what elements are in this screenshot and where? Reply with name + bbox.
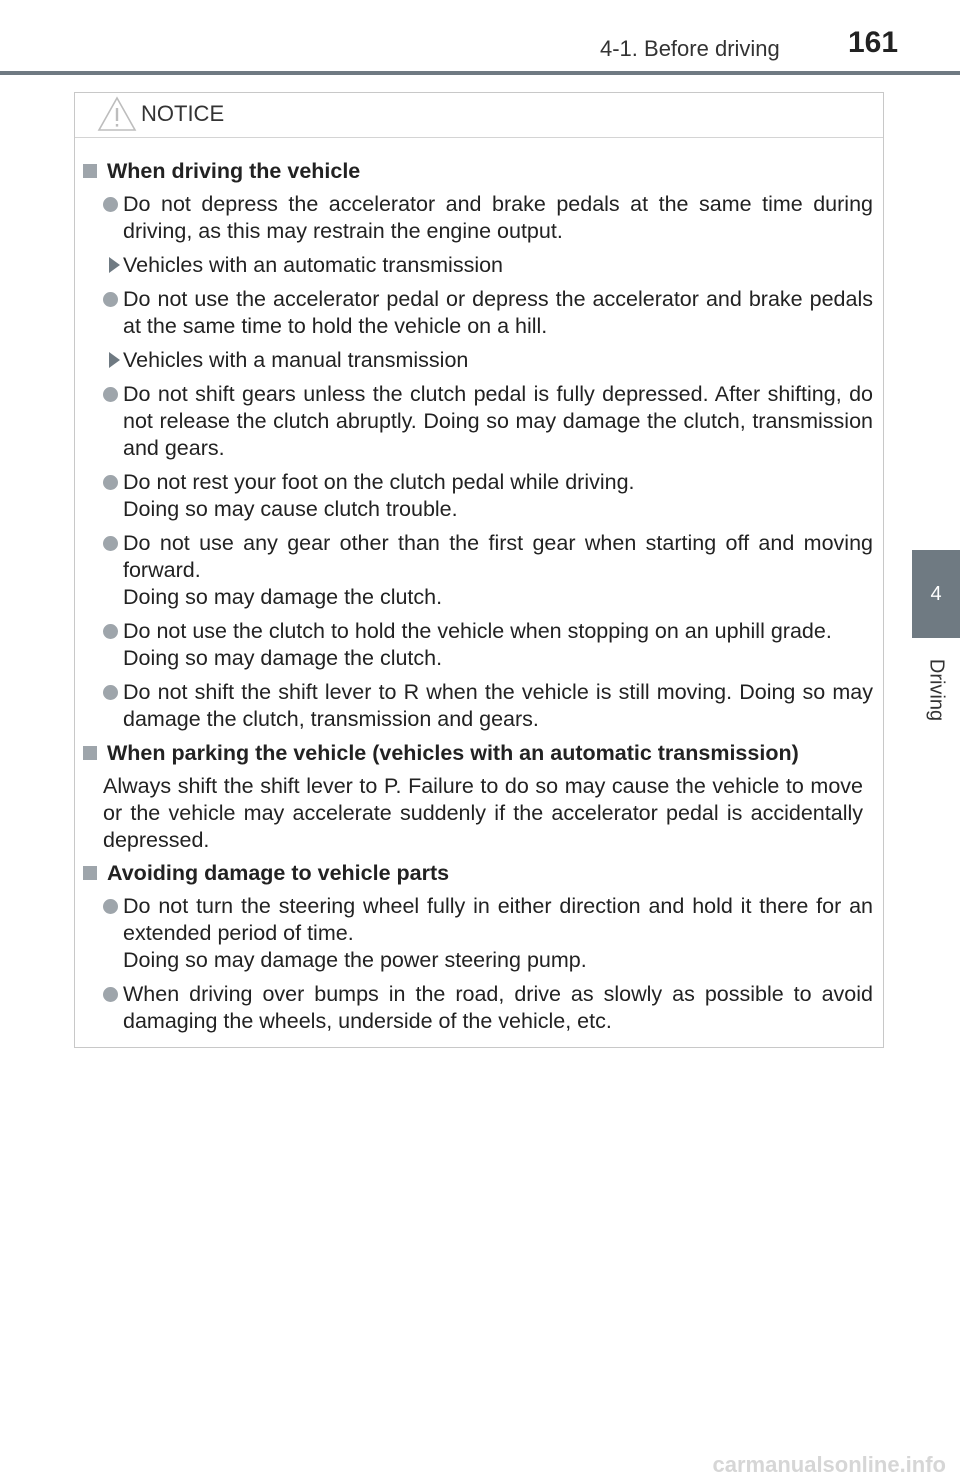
round-bullet-icon bbox=[103, 899, 118, 914]
item-text: When driving over bumps in the road, drive as slowly as possible to avoid damaging the wheels, underside of the vehicle, etc. bbox=[123, 982, 873, 1033]
round-bullet-icon bbox=[103, 475, 118, 490]
list-item bbox=[81, 679, 873, 733]
item-text: Do not use any gear other than the first gear when starting off and moving forward. Doing so may damage the clutch. bbox=[123, 531, 873, 609]
list-item bbox=[81, 618, 873, 672]
round-bullet-icon bbox=[103, 987, 118, 1002]
item-text: Do not turn the steering wheel fully in either direction and hold it there for an extended period of time. Doing so may damage the power steering pump. bbox=[123, 894, 873, 972]
notice-title: NOTICE bbox=[141, 101, 225, 126]
round-bullet-icon bbox=[103, 292, 118, 307]
item-text: Do not use the clutch to hold the vehicle when stopping on an uphill grade. Doing so may damage the clutch. bbox=[123, 619, 832, 670]
square-bullet-icon bbox=[83, 866, 97, 880]
notice-body bbox=[75, 138, 883, 1035]
round-bullet-icon bbox=[103, 685, 118, 700]
list-item bbox=[81, 381, 873, 462]
square-bullet-icon bbox=[83, 746, 97, 760]
notice-box bbox=[74, 92, 884, 1048]
round-bullet-icon bbox=[103, 387, 118, 402]
section-heading bbox=[81, 860, 873, 887]
round-bullet-icon bbox=[103, 197, 118, 212]
watermark: carmanualsonline.info bbox=[712, 1452, 946, 1477]
sub-heading bbox=[81, 347, 873, 374]
section-title: 4-1. Before driving bbox=[600, 36, 780, 61]
item-text: Do not shift the shift lever to R when the vehicle is still moving. Doing so may damage the clutch, transmission and gears. bbox=[123, 680, 873, 731]
list-item bbox=[81, 893, 873, 974]
chapter-label: Driving bbox=[925, 658, 948, 722]
item-text: Vehicles with a manual transmission bbox=[123, 348, 469, 372]
square-bullet-icon bbox=[83, 164, 97, 178]
item-text: Vehicles with an automatic transmission bbox=[123, 253, 504, 277]
list-item bbox=[81, 530, 873, 611]
list-item bbox=[81, 191, 873, 245]
notice-header bbox=[75, 93, 883, 138]
section-heading-text: Avoiding damage to vehicle parts bbox=[107, 861, 450, 885]
item-text: Do not shift gears unless the clutch pedal is fully depressed. After shifting, do not release the clutch abruptly. Doing so may damage the clutch, transmission and gears. bbox=[123, 382, 873, 460]
page-number: 161 bbox=[848, 26, 899, 59]
sub-heading bbox=[81, 252, 873, 279]
section-heading-text: When parking the vehicle (vehicles with an automatic transmission) bbox=[107, 741, 799, 765]
section-heading bbox=[81, 740, 873, 767]
section-heading bbox=[81, 158, 873, 185]
section-heading-text: When driving the vehicle bbox=[107, 159, 361, 183]
list-item bbox=[81, 286, 873, 340]
round-bullet-icon bbox=[103, 624, 118, 639]
round-bullet-icon bbox=[103, 536, 118, 551]
chapter-number: 4 bbox=[930, 582, 942, 605]
item-text: Do not rest your foot on the clutch pedal while driving. Doing so may cause clutch trouble. bbox=[123, 470, 635, 521]
triangle-bullet-icon bbox=[109, 257, 120, 273]
item-text: Do not depress the accelerator and brake pedals at the same time during driving, as this may restrain the engine output. bbox=[123, 192, 873, 243]
list-item bbox=[81, 469, 873, 523]
item-text: Do not use the accelerator pedal or depress the accelerator and brake pedals at the same time to hold the vehicle on a hill. bbox=[123, 287, 873, 338]
warning-triangle-icon bbox=[97, 96, 137, 132]
chapter-tab[interactable] bbox=[912, 550, 960, 638]
paragraph: Always shift the shift lever to P. Failure to do so may cause the vehicle to move or the vehicle may accelerate suddenly if the accelerator pedal is accidentally depressed. bbox=[103, 774, 863, 852]
list-item bbox=[81, 981, 873, 1035]
triangle-bullet-icon bbox=[109, 352, 120, 368]
header-rule bbox=[0, 71, 960, 75]
